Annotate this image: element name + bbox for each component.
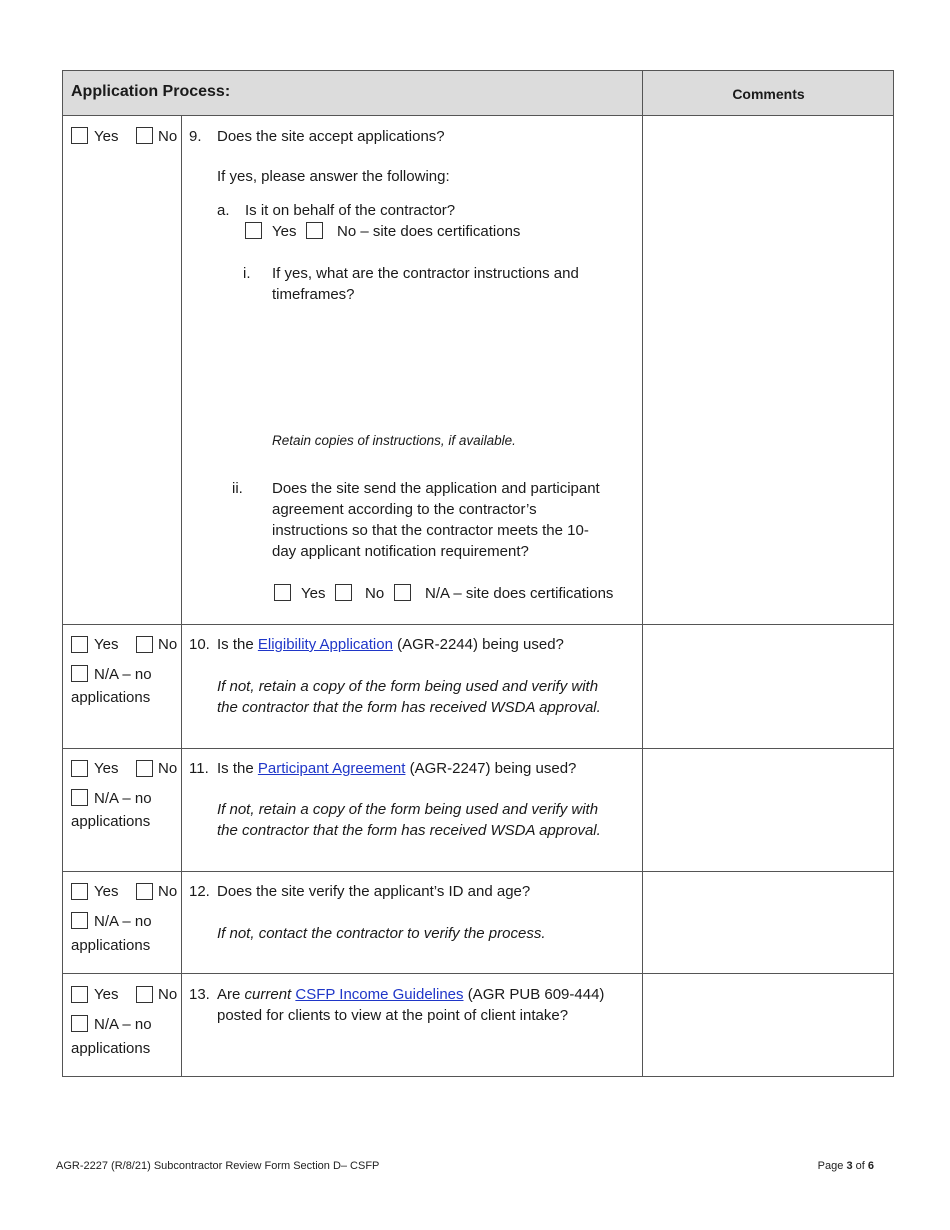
q10-note-line2: the contractor that the form has received WSDA approval.: [217, 699, 601, 716]
q12-na-label-line2: applications: [71, 937, 151, 954]
footer-page-of: of: [855, 1160, 865, 1172]
q11-no-label: No: [158, 760, 178, 777]
q9-if-yes: If yes, please answer the following:: [217, 168, 450, 185]
q9aii-yes-checkbox[interactable]: [274, 584, 291, 601]
q9-question: Does the site accept applications?: [217, 128, 445, 145]
q12-yes-checkbox[interactable]: [71, 883, 88, 900]
q9a-yes-checkbox[interactable]: [245, 222, 262, 239]
q12-no-label: No: [158, 883, 178, 900]
q13-question-line2: posted for clients to view at the point of client intake?: [217, 1007, 569, 1024]
q9aii-question-line3: instructions so that the contractor meets the 10-: [272, 522, 589, 539]
q9aii-na-label: N/A – site does certifications: [425, 585, 614, 602]
q12-yes-label: Yes: [94, 883, 119, 900]
q9aii-number: ii.: [232, 480, 243, 497]
q11-note-line2: the contractor that the form has received WSDA approval.: [217, 822, 601, 839]
q11-question-pre: Is the: [217, 760, 254, 777]
q9-retain-note: Retain copies of instructions, if available.: [272, 433, 516, 448]
q13-no-checkbox[interactable]: [136, 986, 153, 1003]
q9aii-question-line4: day applicant notification requirement?: [272, 543, 529, 560]
footer-form-id: AGR-2227 (R/8/21) Subcontractor Review Form Section D– CSFP: [56, 1160, 380, 1172]
q9a-question: Is it on behalf of the contractor?: [245, 202, 456, 219]
q13-na-label-line2: applications: [71, 1040, 151, 1057]
q11-question-post: (AGR-2247) being used?: [409, 760, 577, 777]
q11-question: [217, 758, 576, 779]
q10-question-post: (AGR-2244) being used?: [397, 636, 564, 653]
q9a-no-checkbox[interactable]: [306, 222, 323, 239]
q9ai-number: i.: [243, 265, 251, 282]
q9-no-label: No: [158, 128, 178, 145]
q9-yes-label: Yes: [94, 128, 119, 145]
row-divider: [62, 115, 894, 116]
q10-number: 10.: [189, 636, 210, 653]
footer-page-label: Page: [817, 1160, 844, 1172]
q9ai-question-line2: timeframes?: [272, 286, 355, 303]
q11-na-checkbox[interactable]: [71, 789, 88, 806]
q9ai-question-line1: If yes, what are the contractor instructions and: [272, 265, 579, 282]
participant-agreement-link[interactable]: Participant Agreement: [257, 760, 406, 777]
q9aii-no-label: No: [365, 585, 385, 602]
q12-number: 12.: [189, 883, 210, 900]
row-divider: [62, 748, 894, 749]
q9aii-yes-label: Yes: [301, 585, 326, 602]
col-divider-checkbox: [181, 115, 182, 1077]
q13-number: 13.: [189, 986, 210, 1003]
q10-question-pre: Is the: [217, 636, 254, 653]
q13-current-word: current: [244, 986, 292, 1003]
q13-yes-checkbox[interactable]: [71, 986, 88, 1003]
q13-question-post: (AGR PUB 609-444): [467, 986, 605, 1003]
q11-na-label-line1: N/A – no: [94, 790, 152, 807]
q13-na-checkbox[interactable]: [71, 1015, 88, 1032]
q12-note: If not, contact the contractor to verify the process.: [217, 925, 546, 942]
q9-yes-checkbox[interactable]: [71, 127, 88, 144]
q11-yes-checkbox[interactable]: [71, 760, 88, 777]
footer-page-current: 3: [846, 1160, 853, 1172]
q10-yes-label: Yes: [94, 636, 119, 653]
row-divider: [62, 624, 894, 625]
q10-yes-checkbox[interactable]: [71, 636, 88, 653]
q10-no-checkbox[interactable]: [136, 636, 153, 653]
q10-na-label-line2: applications: [71, 689, 151, 706]
footer-page-total: 6: [867, 1160, 874, 1172]
q9aii-na-checkbox[interactable]: [394, 584, 411, 601]
q9a-no-label: No – site does certifications: [337, 223, 521, 240]
q9a-number: a.: [217, 202, 230, 219]
section-title: Application Process:: [71, 83, 231, 100]
q9aii-question-line1: Does the site send the application and participant: [272, 480, 600, 497]
row-divider: [62, 973, 894, 974]
q12-na-label-line1: N/A – no: [94, 913, 152, 930]
eligibility-application-link[interactable]: Eligibility Application: [257, 636, 393, 653]
q13-no-label: No: [158, 986, 178, 1003]
q11-note-line1: If not, retain a copy of the form being used and verify with: [217, 801, 599, 818]
q12-question: Does the site verify the applicant’s ID and age?: [217, 883, 531, 900]
q10-na-checkbox[interactable]: [71, 665, 88, 682]
q9aii-no-checkbox[interactable]: [335, 584, 352, 601]
q11-yes-label: Yes: [94, 760, 119, 777]
q13-question-line1: [217, 984, 604, 1005]
q10-note-line1: If not, retain a copy of the form being used and verify with: [217, 678, 599, 695]
footer-page-number: [818, 1159, 874, 1173]
q10-no-label: No: [158, 636, 178, 653]
comments-column-header: Comments: [732, 86, 805, 102]
q9-no-checkbox[interactable]: [136, 127, 153, 144]
q12-na-checkbox[interactable]: [71, 912, 88, 929]
col-divider-comments: [642, 70, 643, 1077]
q9aii-question-line2: agreement according to the contractor’s: [272, 501, 537, 518]
row-divider: [62, 871, 894, 872]
q10-na-label-line1: N/A – no: [94, 666, 152, 683]
q10-question: [217, 634, 564, 655]
q9a-yes-label: Yes: [272, 223, 297, 240]
q13-yes-label: Yes: [94, 986, 119, 1003]
csfp-income-guidelines-link[interactable]: CSFP Income Guidelines: [295, 986, 464, 1003]
q12-no-checkbox[interactable]: [136, 883, 153, 900]
q13-question-pre: Are: [217, 986, 241, 1003]
q11-na-label-line2: applications: [71, 813, 151, 830]
q13-na-label-line1: N/A – no: [94, 1016, 152, 1033]
q11-no-checkbox[interactable]: [136, 760, 153, 777]
q11-number: 11.: [189, 760, 209, 777]
q9-number: 9.: [189, 128, 202, 145]
